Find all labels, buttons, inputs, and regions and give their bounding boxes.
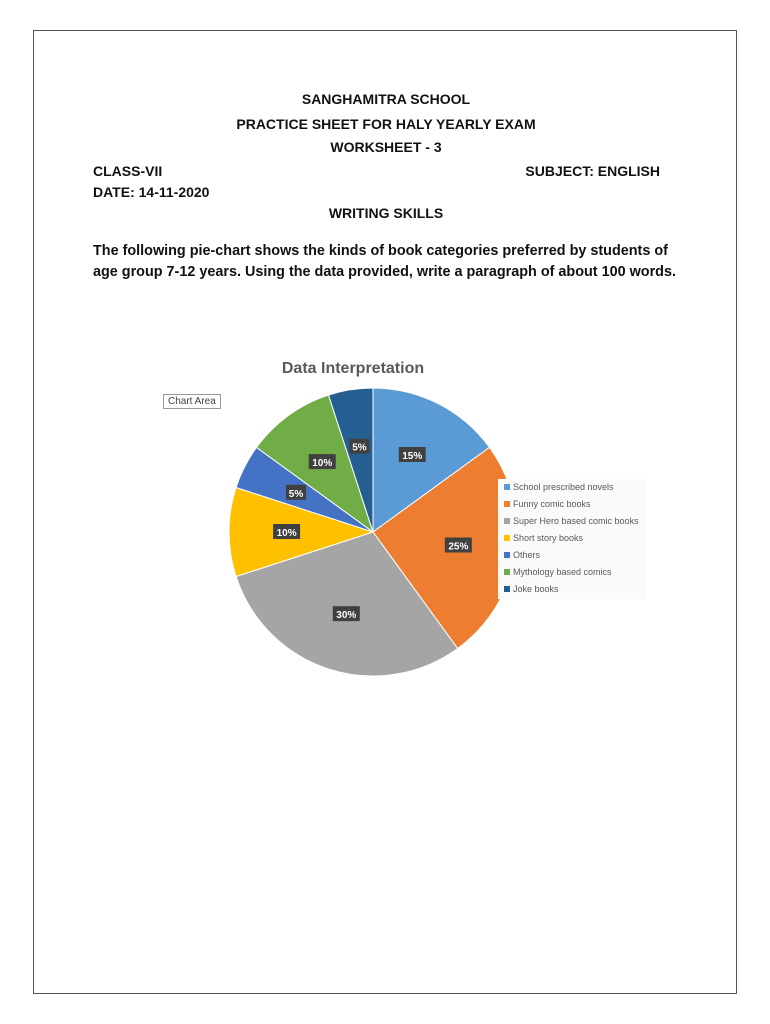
legend-item-school-prescribed-novels[interactable]	[504, 482, 614, 492]
legend-item-super-hero-based-comic-books[interactable]	[504, 516, 639, 526]
legend-swatch	[504, 518, 510, 524]
legend-item-mythology-based-comics[interactable]	[504, 567, 612, 577]
legend-item-funny-comic-books[interactable]	[504, 499, 591, 509]
legend-swatch	[504, 535, 510, 541]
legend-label: Funny comic books	[513, 499, 591, 509]
data-label-text: 10%	[276, 528, 297, 539]
school-name: SANGHAMITRA SCHOOL	[301, 91, 471, 107]
data-label-text: 5%	[352, 442, 367, 454]
legend-label: Super Hero based comic books	[513, 516, 639, 526]
data-label-text: 15%	[402, 451, 423, 463]
chart-area-tooltip: Chart Area	[163, 394, 221, 409]
worksheet-page	[33, 30, 737, 994]
legend-item-joke-books[interactable]	[504, 584, 559, 594]
legend-swatch	[504, 569, 510, 575]
legend-label: Short story books	[513, 533, 584, 543]
legend-swatch	[504, 484, 510, 490]
chart-title: Data Interpretation	[281, 360, 425, 377]
legend-label: Joke books	[513, 584, 559, 594]
data-label-funny-comic-books	[445, 538, 472, 553]
data-label-super-hero-based-comic-books	[333, 606, 360, 621]
data-label-short-story-books	[273, 524, 300, 539]
legend-label: School prescribed novels	[513, 482, 614, 492]
pie-chart[interactable]	[34, 31, 738, 731]
data-label-text: 30%	[336, 610, 357, 622]
data-label-school-prescribed-novels	[399, 447, 426, 462]
data-label-text: 10%	[312, 458, 333, 470]
data-label-joke-books	[349, 439, 369, 454]
data-label-text: 5%	[288, 488, 304, 500]
worksheet-number: WORKSHEET - 3	[330, 139, 442, 155]
data-label-mythology-based-comics	[309, 454, 336, 469]
class-label: CLASS-VII	[93, 163, 163, 179]
section-title: WRITING SKILLS	[328, 205, 444, 221]
instructions-paragraph: The following pie-chart shows the kinds of book categories preferred by students of age group 7-12 years. Using the data provided, write a paragraph of about 100 words.	[93, 243, 676, 280]
data-label-others	[286, 485, 306, 500]
subject-label: SUBJECT: ENGLISH	[525, 163, 660, 179]
legend-swatch	[504, 501, 510, 507]
legend-swatch	[504, 586, 510, 592]
exam-title: PRACTICE SHEET FOR HALY YEARLY EXAM	[236, 116, 536, 132]
legend-swatch	[504, 552, 510, 558]
data-label-text: 25%	[448, 541, 469, 553]
legend-item-short-story-books[interactable]	[504, 533, 584, 543]
date-label: DATE: 14-11-2020	[93, 184, 210, 200]
legend-label: Mythology based comics	[513, 567, 612, 577]
legend-label: Others	[513, 550, 541, 560]
